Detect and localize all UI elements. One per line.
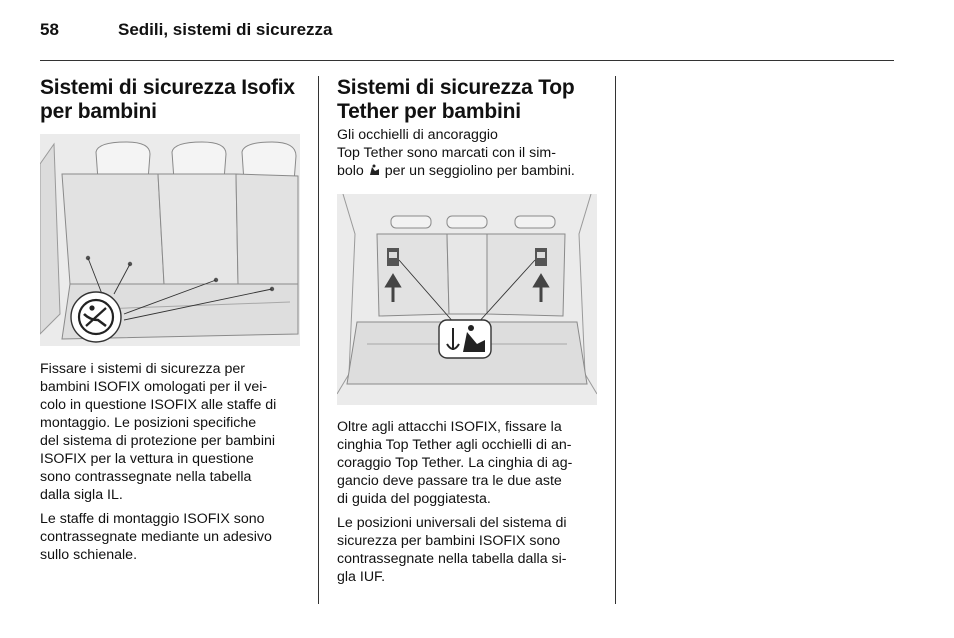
- section-title: Sedili, sistemi di sicurezza: [118, 20, 333, 39]
- top-tether-trunk-figure: [337, 194, 597, 405]
- isofix-column: [40, 76, 304, 124]
- top-tether-paragraph-1: Oltre agli attacchi ISOFIX, fissare la cinghia Top Tether agli occhielli di an- coraggio Top Tether. La cinghia di ag- gancio deve passare tra le due aste di guida del poggiatesta.: [337, 419, 573, 507]
- isofix-child-seat-icon: [71, 292, 121, 342]
- top-tether-heading: Sistemi di sicurezza Top Tether per bambini: [337, 76, 575, 123]
- top-tether-text: [337, 418, 607, 586]
- isofix-paragraph-2: Le staffe di montaggio ISOFIX sono contrassegnate mediante un adesivo sullo schienale.: [40, 511, 272, 563]
- top-tether-paragraph-2: Le posizioni universali del sistema di sicurezza per bambini ISOFIX sono contrassegnate nella tabella dalla si- gla IUF.: [337, 515, 567, 585]
- isofix-rear-seat-figure: [40, 134, 300, 346]
- column-divider-1: [318, 76, 319, 604]
- isofix-text: [40, 360, 310, 564]
- top-tether-symbol-icon: [368, 164, 381, 176]
- isofix-heading: Sistemi di sicurezza Isofix per bambini: [40, 76, 295, 123]
- top-tether-anchor-icon: [439, 320, 491, 358]
- rear-seat-illustration: [40, 134, 300, 346]
- column-divider-2: [615, 76, 616, 604]
- page-number: 58: [40, 20, 59, 39]
- isofix-paragraph-1: Fissare i sistemi di sicurezza per bambini ISOFIX omologati per il vei- colo in questione ISOFIX alle staffe di montaggio. Le posizioni specifiche del sistema di protezione per bambini ISOFIX per la vettura in questione sono contrassegnate nella tabella dalla sigla IL.: [40, 361, 277, 503]
- top-tether-intro: Gli occhielli di ancoraggio Top Tether sono marcati con il sim- bolo per un seggiolino per bambini.: [337, 127, 575, 179]
- trunk-illustration: [337, 194, 597, 405]
- header-rule: [40, 60, 894, 61]
- top-tether-column: [337, 76, 607, 180]
